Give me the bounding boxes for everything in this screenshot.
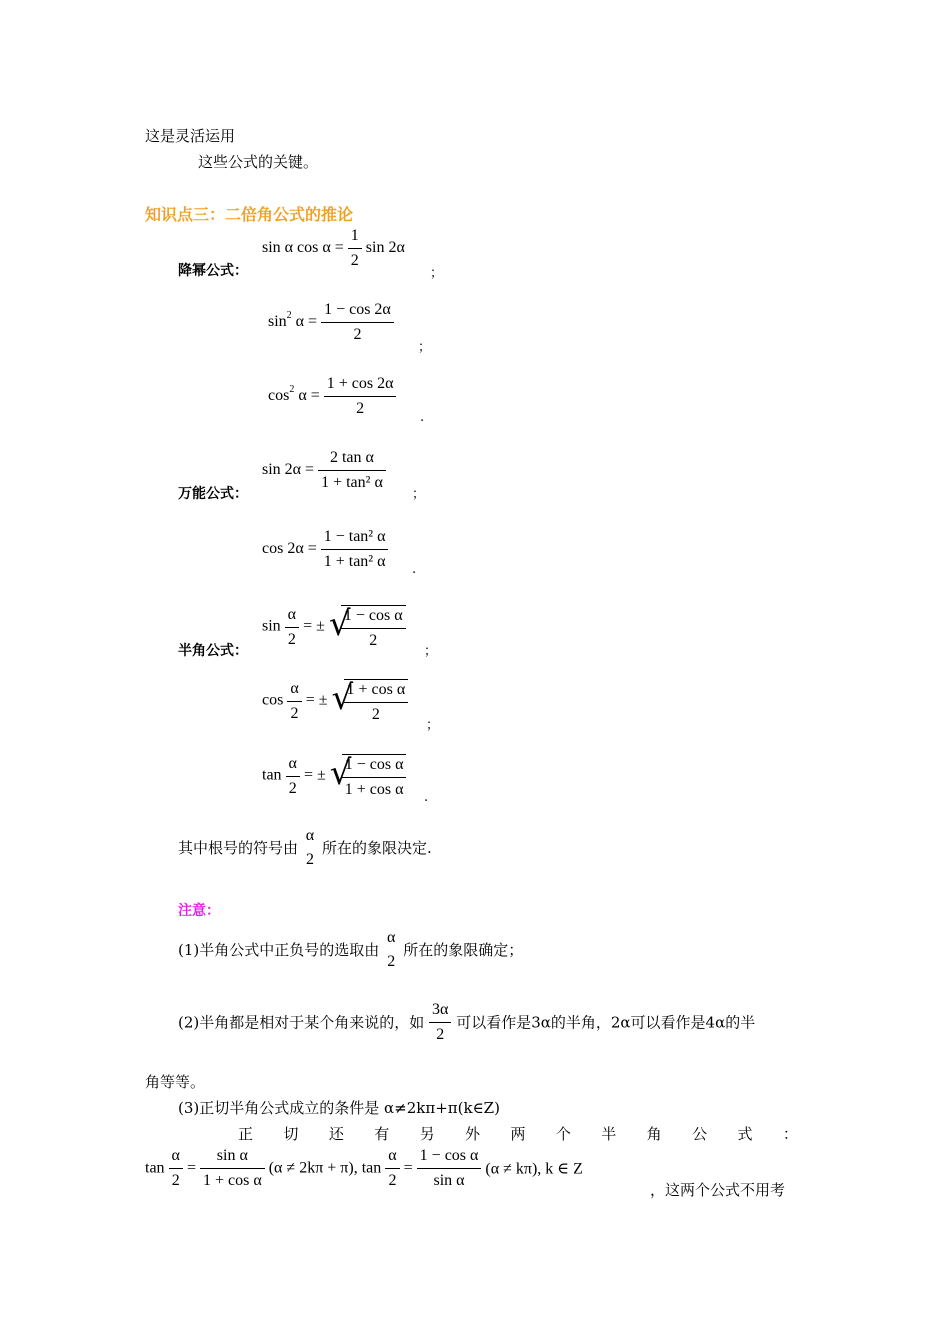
f4-end: ； bbox=[412, 487, 426, 502]
f3-sup: 2 bbox=[289, 384, 295, 396]
f5-den: 1 + tan² α bbox=[323, 553, 386, 570]
t2-fraction bbox=[385, 1146, 399, 1191]
t2-rnum: 1 − cos α bbox=[417, 1146, 482, 1169]
f5-fraction bbox=[321, 527, 389, 572]
section-heading: 知识点三：二倍角公式的推论 bbox=[145, 205, 354, 224]
note-1-num: α bbox=[387, 929, 396, 946]
spaced-char: 个 bbox=[555, 1125, 571, 1143]
f7-num: α bbox=[287, 679, 301, 702]
note-2-den: 2 bbox=[436, 1026, 445, 1043]
f3-end: . bbox=[420, 410, 425, 425]
sign-note-den: 2 bbox=[305, 851, 314, 868]
f7-fraction bbox=[287, 679, 301, 724]
f6-rden: 2 bbox=[369, 632, 378, 649]
f4-den: 1 + tan² α bbox=[321, 474, 383, 491]
spaced-char: 有 bbox=[374, 1125, 390, 1143]
sign-note-num: α bbox=[305, 827, 315, 844]
spaced-char: ： bbox=[782, 1125, 798, 1143]
spaced-char: 公 bbox=[692, 1125, 708, 1143]
t2-rfraction bbox=[417, 1146, 482, 1191]
spaced-char: 正 bbox=[238, 1125, 254, 1143]
half-angle-label: 半角公式： bbox=[178, 643, 248, 659]
f8-den: 2 bbox=[288, 779, 297, 797]
spaced-char: 还 bbox=[328, 1125, 344, 1143]
note-3: (3)正切半角公式成立的条件是 α≠2kπ+π(k∈Z) bbox=[178, 1099, 500, 1117]
f8-end: . bbox=[424, 790, 429, 805]
spaced-char: 式 bbox=[737, 1125, 753, 1143]
note-1-prefix: (1)半角公式中正负号的选取由 bbox=[178, 941, 380, 959]
f8-fraction bbox=[286, 754, 300, 799]
sign-note-suffix: 所在的象限决定. bbox=[321, 839, 432, 857]
f1-num: 1 bbox=[348, 226, 362, 249]
t1-rden: 1 + cos α bbox=[202, 1172, 262, 1189]
spaced-char: 另 bbox=[419, 1125, 435, 1143]
tan-half-extra-formulas bbox=[145, 1146, 583, 1191]
f1-fraction bbox=[348, 226, 362, 271]
note-1-suffix: 所在的象限确定； bbox=[403, 941, 524, 959]
note-2-continued: 角等等。 bbox=[145, 1073, 206, 1091]
f2-sup: 2 bbox=[286, 310, 292, 322]
sign-note-fraction bbox=[303, 826, 317, 870]
note-2-fraction bbox=[429, 1000, 451, 1045]
note-1-fraction bbox=[384, 928, 398, 972]
formula-sin-squared bbox=[268, 300, 394, 345]
f7-den: 2 bbox=[290, 704, 299, 722]
note-4-spaced-line bbox=[238, 1124, 798, 1144]
f4-fraction bbox=[318, 448, 386, 493]
f5-end: . bbox=[412, 562, 417, 577]
f1-lhs: sin α cos α = bbox=[262, 239, 344, 257]
f8-num: α bbox=[286, 754, 300, 777]
t1-rnum: sin α bbox=[200, 1146, 265, 1169]
t2-den: 2 bbox=[388, 1172, 397, 1189]
t2-cond: (α ≠ kπ), k ∈ Z bbox=[485, 1160, 583, 1178]
spaced-char: 外 bbox=[465, 1125, 481, 1143]
f2-den: 2 bbox=[353, 326, 362, 343]
formula-sin-cos bbox=[262, 226, 405, 271]
t1-num: α bbox=[169, 1146, 183, 1169]
f7-end: ； bbox=[426, 718, 440, 733]
f8-rden: 1 + cos α bbox=[344, 781, 404, 798]
f7-rnum: 1 + cos α bbox=[344, 680, 409, 703]
f3-fraction bbox=[324, 374, 397, 419]
note-2 bbox=[178, 1000, 755, 1045]
t2-rden: sin α bbox=[433, 1172, 465, 1189]
f6-num: α bbox=[285, 605, 299, 628]
f6-pm: = ± bbox=[303, 617, 325, 635]
t1-fraction bbox=[169, 1146, 183, 1191]
f3-lhs: cos bbox=[268, 387, 290, 405]
f6-end: ； bbox=[424, 644, 438, 659]
f2-end: ； bbox=[418, 340, 432, 355]
f1-end: ； bbox=[430, 266, 444, 281]
f6-fraction bbox=[285, 605, 299, 650]
f7-sqrt: √ $\frac{\text{1 + cos α}}{2}$ bbox=[332, 677, 409, 725]
spaced-char: 切 bbox=[283, 1125, 299, 1143]
f2-lhs: sin bbox=[268, 313, 287, 331]
t1-rfraction bbox=[200, 1146, 265, 1191]
spaced-char: 两 bbox=[510, 1125, 526, 1143]
f7-fn: cos bbox=[262, 691, 284, 709]
t1-fn: tan bbox=[145, 1159, 165, 1177]
spaced-char: 半 bbox=[601, 1125, 617, 1143]
f7-pm: = ± bbox=[305, 691, 328, 709]
formula-cos-2a bbox=[262, 527, 388, 572]
universal-label: 万能公式： bbox=[178, 486, 248, 502]
note-2-suffix: 可以看作是3α的半角，2α可以看作是4α的半 bbox=[456, 1013, 756, 1032]
f7-rden: 2 bbox=[371, 706, 380, 723]
f2-var: α = bbox=[295, 313, 318, 331]
intro-line-2: 这些公式的关键。 bbox=[198, 153, 319, 171]
f2-fraction bbox=[321, 300, 394, 345]
intro-line-1: 这是灵活运用 bbox=[145, 127, 236, 145]
f8-sqrt: √ $\frac{\text{1 − cos α}}{\text{1 + cos α}}$ bbox=[330, 752, 407, 800]
note-1-den: 2 bbox=[387, 953, 396, 970]
note-label: 注意： bbox=[178, 903, 220, 919]
formula-sin-2a bbox=[262, 448, 386, 493]
f5-lhs: cos 2α = bbox=[262, 540, 317, 558]
f8-fn: tan bbox=[262, 766, 282, 784]
f3-den: 2 bbox=[356, 400, 365, 417]
f6-sqrt: √ $\frac{\text{1 − cos α}}{2}$ bbox=[329, 603, 406, 651]
f6-den: 2 bbox=[287, 630, 296, 648]
sign-note-prefix: 其中根号的符号由 bbox=[178, 839, 299, 857]
f4-lhs: sin 2α = bbox=[262, 461, 315, 479]
f8-rnum: 1 − cos α bbox=[342, 755, 407, 778]
t1-eq: = bbox=[186, 1159, 196, 1177]
formula-tan-half bbox=[262, 752, 406, 800]
note-2-num: 3α bbox=[429, 1000, 451, 1023]
f1-den: 2 bbox=[350, 252, 359, 269]
f6-rnum: 1 − cos α bbox=[341, 606, 406, 629]
f5-num: 1 − tan² α bbox=[321, 527, 389, 550]
t2-eq: = bbox=[403, 1159, 413, 1177]
f1-rhs: sin 2α bbox=[365, 239, 405, 257]
spaced-char: 角 bbox=[646, 1125, 662, 1143]
f2-num: 1 − cos 2α bbox=[321, 300, 394, 323]
power-reduction-label: 降幂公式： bbox=[178, 263, 248, 279]
t1-den: 2 bbox=[171, 1172, 180, 1189]
note-4-tail: ，这两个公式不用考 bbox=[650, 1181, 786, 1199]
f3-var: α = bbox=[298, 387, 320, 405]
t2-num: α bbox=[385, 1146, 399, 1169]
f3-num: 1 + cos 2α bbox=[324, 374, 397, 397]
f4-num: 2 tan α bbox=[318, 448, 386, 471]
t1-cond: (α ≠ 2kπ + π), tan bbox=[268, 1159, 382, 1177]
formula-sin-half bbox=[262, 603, 406, 651]
note-1 bbox=[178, 928, 523, 972]
f8-pm: = ± bbox=[303, 766, 326, 784]
sign-note bbox=[178, 826, 432, 870]
formula-cos-squared bbox=[268, 374, 396, 419]
f6-fn: sin bbox=[262, 617, 281, 635]
formula-cos-half bbox=[262, 677, 408, 725]
note-2-prefix: (2)半角都是相对于某个角来说的，如 bbox=[178, 1013, 425, 1032]
